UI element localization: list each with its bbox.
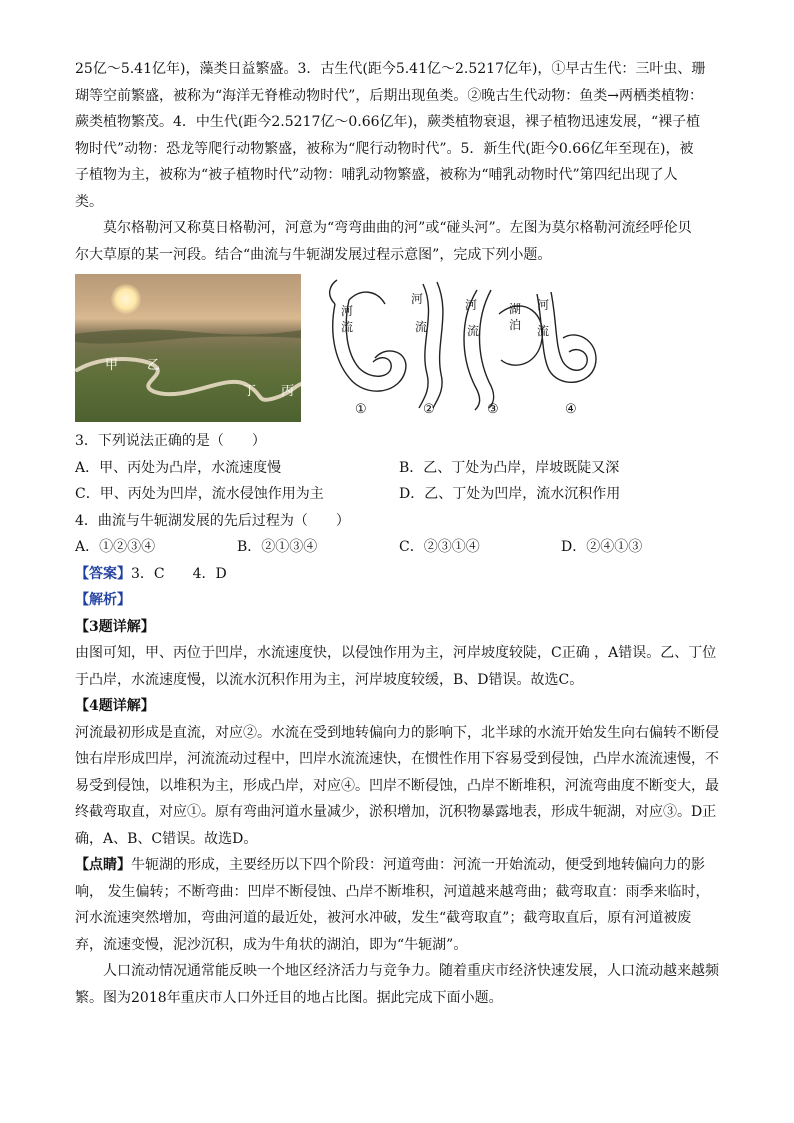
text-line: 终截弯取直，对应①。原有弯曲河道水量减少，淤积增加，沉积物暴露地表，形成牛轭湖，对应③。D正: [75, 804, 717, 820]
text-line: 河流最初形成是直流，对应②。水流在受到地转偏向力的影响下，北半球的水流开始发生向右偏转不断侵: [75, 724, 719, 741]
text-line: 繁。图为2018年重庆市人口外迁目的地占比图。据此完成下面小题。: [75, 989, 503, 1006]
diagram3-flow: 流: [467, 324, 480, 338]
answer-label: 【答案】: [75, 565, 131, 582]
question-stem: 4．曲流与牛轭湖发展的先后过程为（ ）: [75, 512, 350, 529]
question-4: [75, 508, 723, 561]
text-line: 河水流速突然增加，弯曲河道的最近处，被河水冲破，发生“截弯取直”；截弯取直后，原有河道被废: [75, 910, 692, 926]
diagram-number-2: ②: [423, 402, 435, 417]
diagram-number-1: ①: [355, 402, 367, 417]
question-4-options: [75, 534, 723, 561]
diagram-number-3: ③: [487, 402, 499, 417]
text-line: 弃，流速变慢，泥沙沉积，成为牛角状的湖泊，即为“牛轭湖”。: [75, 936, 468, 953]
diagram3-lake2: 泊: [509, 318, 522, 332]
text-line: 易受到侵蚀，以堆积为主，形成凸岸，对应④。凹岸不断侵蚀，凸岸不断堆积，河流弯曲度不断变大，最: [75, 777, 719, 794]
photo-label-ding: 丁: [243, 384, 257, 399]
text-line: 尔大草原的某一河段。结合“曲流与牛轭湖发展过程示意图”，完成下列小题。: [75, 246, 552, 263]
passage-paragraph: [75, 215, 723, 268]
question-3-options: [75, 455, 723, 508]
option-b: B．②①③④: [237, 539, 318, 555]
option-c: C．甲、丙处为凹岸，流水侵蚀作用为主: [75, 486, 324, 502]
option-d: D．②④①③: [561, 539, 643, 555]
text-line: 响， 发生偏转；不断弯曲：凹岸不断侵蚀、凸岸不断堆积，河道越来越弯曲；截弯取直：雨季来临时，: [75, 883, 710, 900]
river-meander-path: [75, 274, 301, 422]
option-a: A．①②③④: [75, 539, 156, 555]
text-line: 人口流动情况通常能反映一个地区经济活力与竞争力。随着重庆市经济快速发展，人口流动越来越频: [103, 963, 719, 979]
text-line: 蚀右岸形成凹岸，河流流动过程中，凹岸水流流速快，在惯性作用下容易受到侵蚀，凸岸水流流速慢，不: [75, 751, 719, 767]
diagram2-flow: 流: [415, 320, 428, 334]
question-3: [75, 428, 723, 508]
text-line: 莫尔格勒河又称莫日格勒河，河意为“弯弯曲曲的河”或“碰头河”。左图为莫尔格勒河流经呼伦贝: [103, 220, 692, 236]
document-page: [75, 56, 723, 1011]
diagram-number-4: ④: [565, 402, 577, 417]
photo-label-jia: 甲: [105, 358, 119, 373]
text-line: 瑚等空前繁盛，被称为“海洋无脊椎动物时代”，后期出现鱼类。②晚古生代动物：鱼类→两栖类植物：: [75, 87, 704, 104]
photo-label-yi: 乙: [147, 358, 161, 373]
option-b: B．乙、丁处为凸岸，岸坡既陡又深: [399, 459, 620, 476]
diagram4-flow: 流: [537, 324, 550, 338]
answer-line: [75, 561, 723, 588]
diagram1-river: 河: [341, 304, 354, 318]
answer-text: 3．C 4．D: [131, 565, 227, 582]
text-line: 确，A、B、C错误。故选D。: [75, 830, 258, 847]
text-line: 于凸岸，水流速度慢，以流水沉积作用为主，河岸坡度较缓，B、D错误。故选C。: [75, 671, 584, 688]
option-c: C．②③①④: [399, 539, 480, 555]
diagram3-lake1: 湖: [509, 302, 522, 316]
intro-paragraph: [75, 56, 723, 215]
text-line: 蕨类植物繁茂。4．中生代(距今2.5217亿～0.66亿年)，蕨类植物衰退，裸子植物迅速发展，“裸子植: [75, 114, 701, 130]
text-line: 物时代”动物：恐龙等爬行动物繁盛，被称为“爬行动物时代”。5．新生代(距今0.66亿年至现在)，被: [75, 140, 694, 157]
detail-4-label: 【4题详解】: [75, 698, 155, 714]
diagram3-river: 河: [465, 298, 478, 312]
meander-diagram: [327, 274, 607, 424]
diagram1-flow: 流: [341, 320, 354, 334]
tips-line: [75, 852, 723, 879]
text-line: 25亿～5.41亿年)，藻类日益繁盛。3．古生代(距今5.41亿～2.5217亿年)，①早古生代：三叶虫、珊: [75, 61, 706, 77]
photo-label-bing: 丙: [281, 384, 295, 399]
text-line: 类。: [75, 193, 103, 210]
option-a: A．甲、丙处为凸岸，水流速度慢: [75, 459, 282, 476]
tips-text: 牛轭湖的形成，主要经历以下四个阶段：河道弯曲：河流一开始流动，便受到地转偏向力的影: [131, 857, 705, 873]
analysis-label: 【解析】: [75, 592, 131, 608]
detail-3-label: 【3题详解】: [75, 618, 155, 635]
text-line: 由图可知，甲、丙位于凹岸，水流速度快，以侵蚀作用为主，河岸坡度较陡，C正确 ，A错误。乙、丁位: [75, 645, 717, 661]
river-photo: [75, 274, 301, 422]
text-line: 子植物为主，被称为“被子植物时代”动物：哺乳动物繁盛，被称为“哺乳动物时代”第四纪出现了人: [75, 167, 678, 183]
diagram2-river: 河: [411, 292, 424, 306]
option-d: D．乙、丁处为凹岸，流水沉积作用: [399, 486, 621, 502]
figure-row: [75, 274, 723, 424]
tips-label: 【点睛】: [75, 857, 131, 873]
diagram4-river: 河: [537, 298, 550, 312]
question-stem: 3．下列说法正确的是（ ）: [75, 433, 266, 449]
